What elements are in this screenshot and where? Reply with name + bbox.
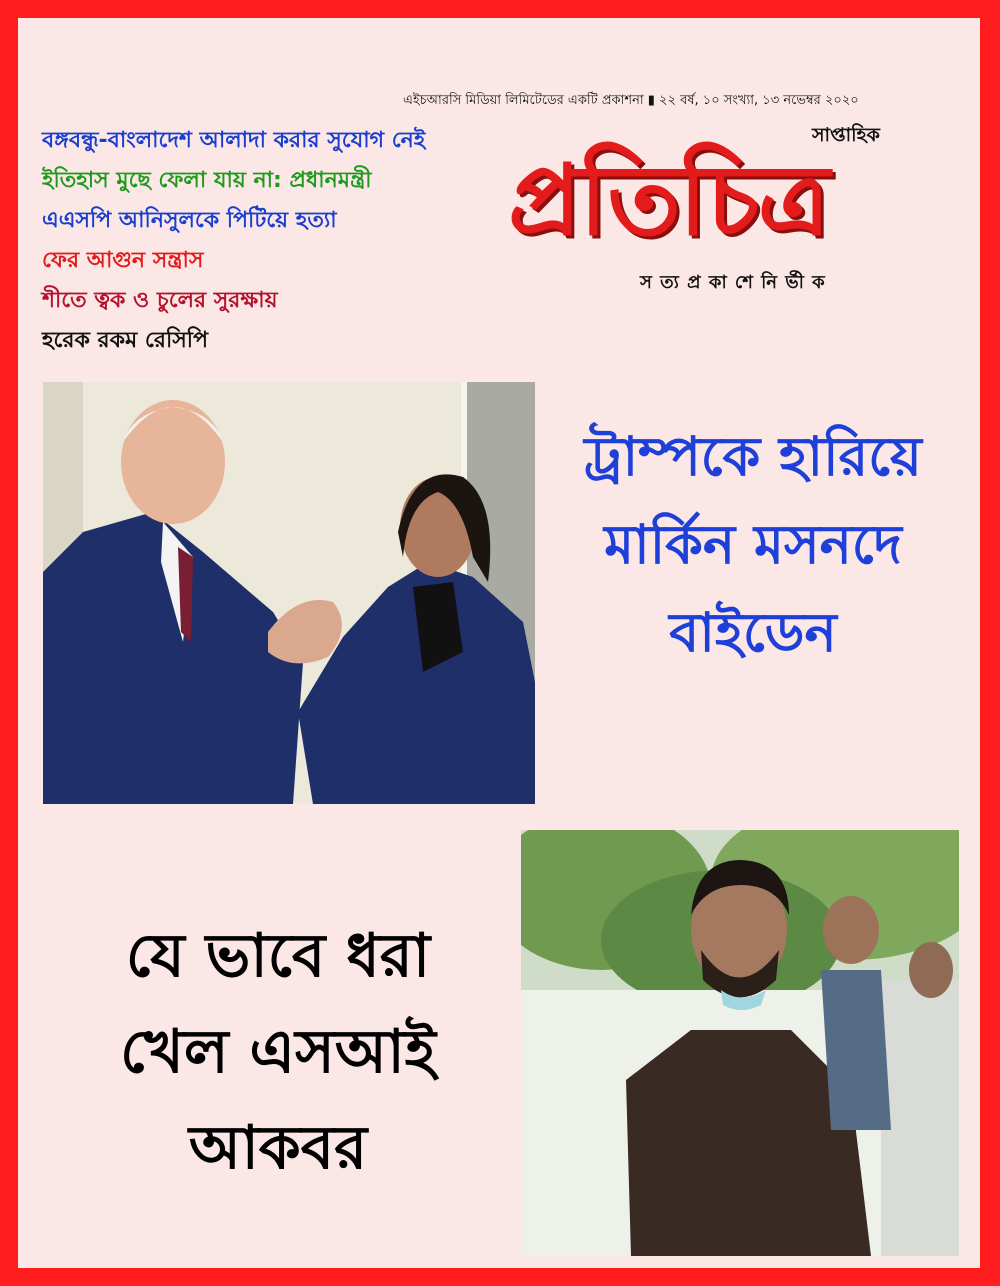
lead-line-3: বাইডেন [669, 601, 837, 664]
headline-4[interactable]: ফের আগুন সন্ত্রাস [42, 248, 204, 273]
headline-3[interactable]: এএসপি আনিসুলকে পিটিয়ে হত্যা [42, 208, 337, 233]
second-line-1: যে ভাবে ধরা [125, 921, 431, 991]
headline-6[interactable]: হরেক রকম রেসিপি [42, 328, 208, 353]
second-line-3: আকবর [188, 1113, 368, 1183]
lead-story-photo [43, 382, 535, 804]
lead-line-2: মার্কিন মসনদে [604, 513, 902, 576]
lead-line-1: ট্রাম্পকে হারিয়ে [584, 425, 922, 488]
second-story-headline[interactable] [48, 908, 508, 1196]
headline-2[interactable]: ইতিহাস মুছে ফেলা যায় না: প্রধানমন্ত্রী [42, 168, 372, 193]
headline-1[interactable]: বঙ্গবন্ধু-বাংলাদেশ আলাদা করার সুযোগ নেই [42, 128, 426, 153]
second-story-photo [521, 830, 959, 1256]
masthead-title: প্রতিচিত্র [508, 143, 828, 258]
publisher-line: এইচআরসি মিডিয়া লিমিটেডের একটি প্রকাশনা ▮ ২২ বর্ষ, ১০ সংখ্যা, ১৩ নভেম্বর ২০২০ [403, 93, 859, 108]
second-line-2: খেল এসআই [120, 1017, 436, 1087]
magazine-cover [18, 18, 980, 1268]
cover-headlines [42, 121, 472, 361]
headline-5[interactable]: শীতে ত্বক ও চুলের সুরক্ষায় [42, 288, 278, 313]
masthead-tagline: স ত্য প্র কা শে নি র্ভী ক [640, 272, 826, 293]
weekly-label: সাপ্তাহিক [812, 124, 880, 146]
lead-story-headline[interactable] [538, 413, 968, 677]
